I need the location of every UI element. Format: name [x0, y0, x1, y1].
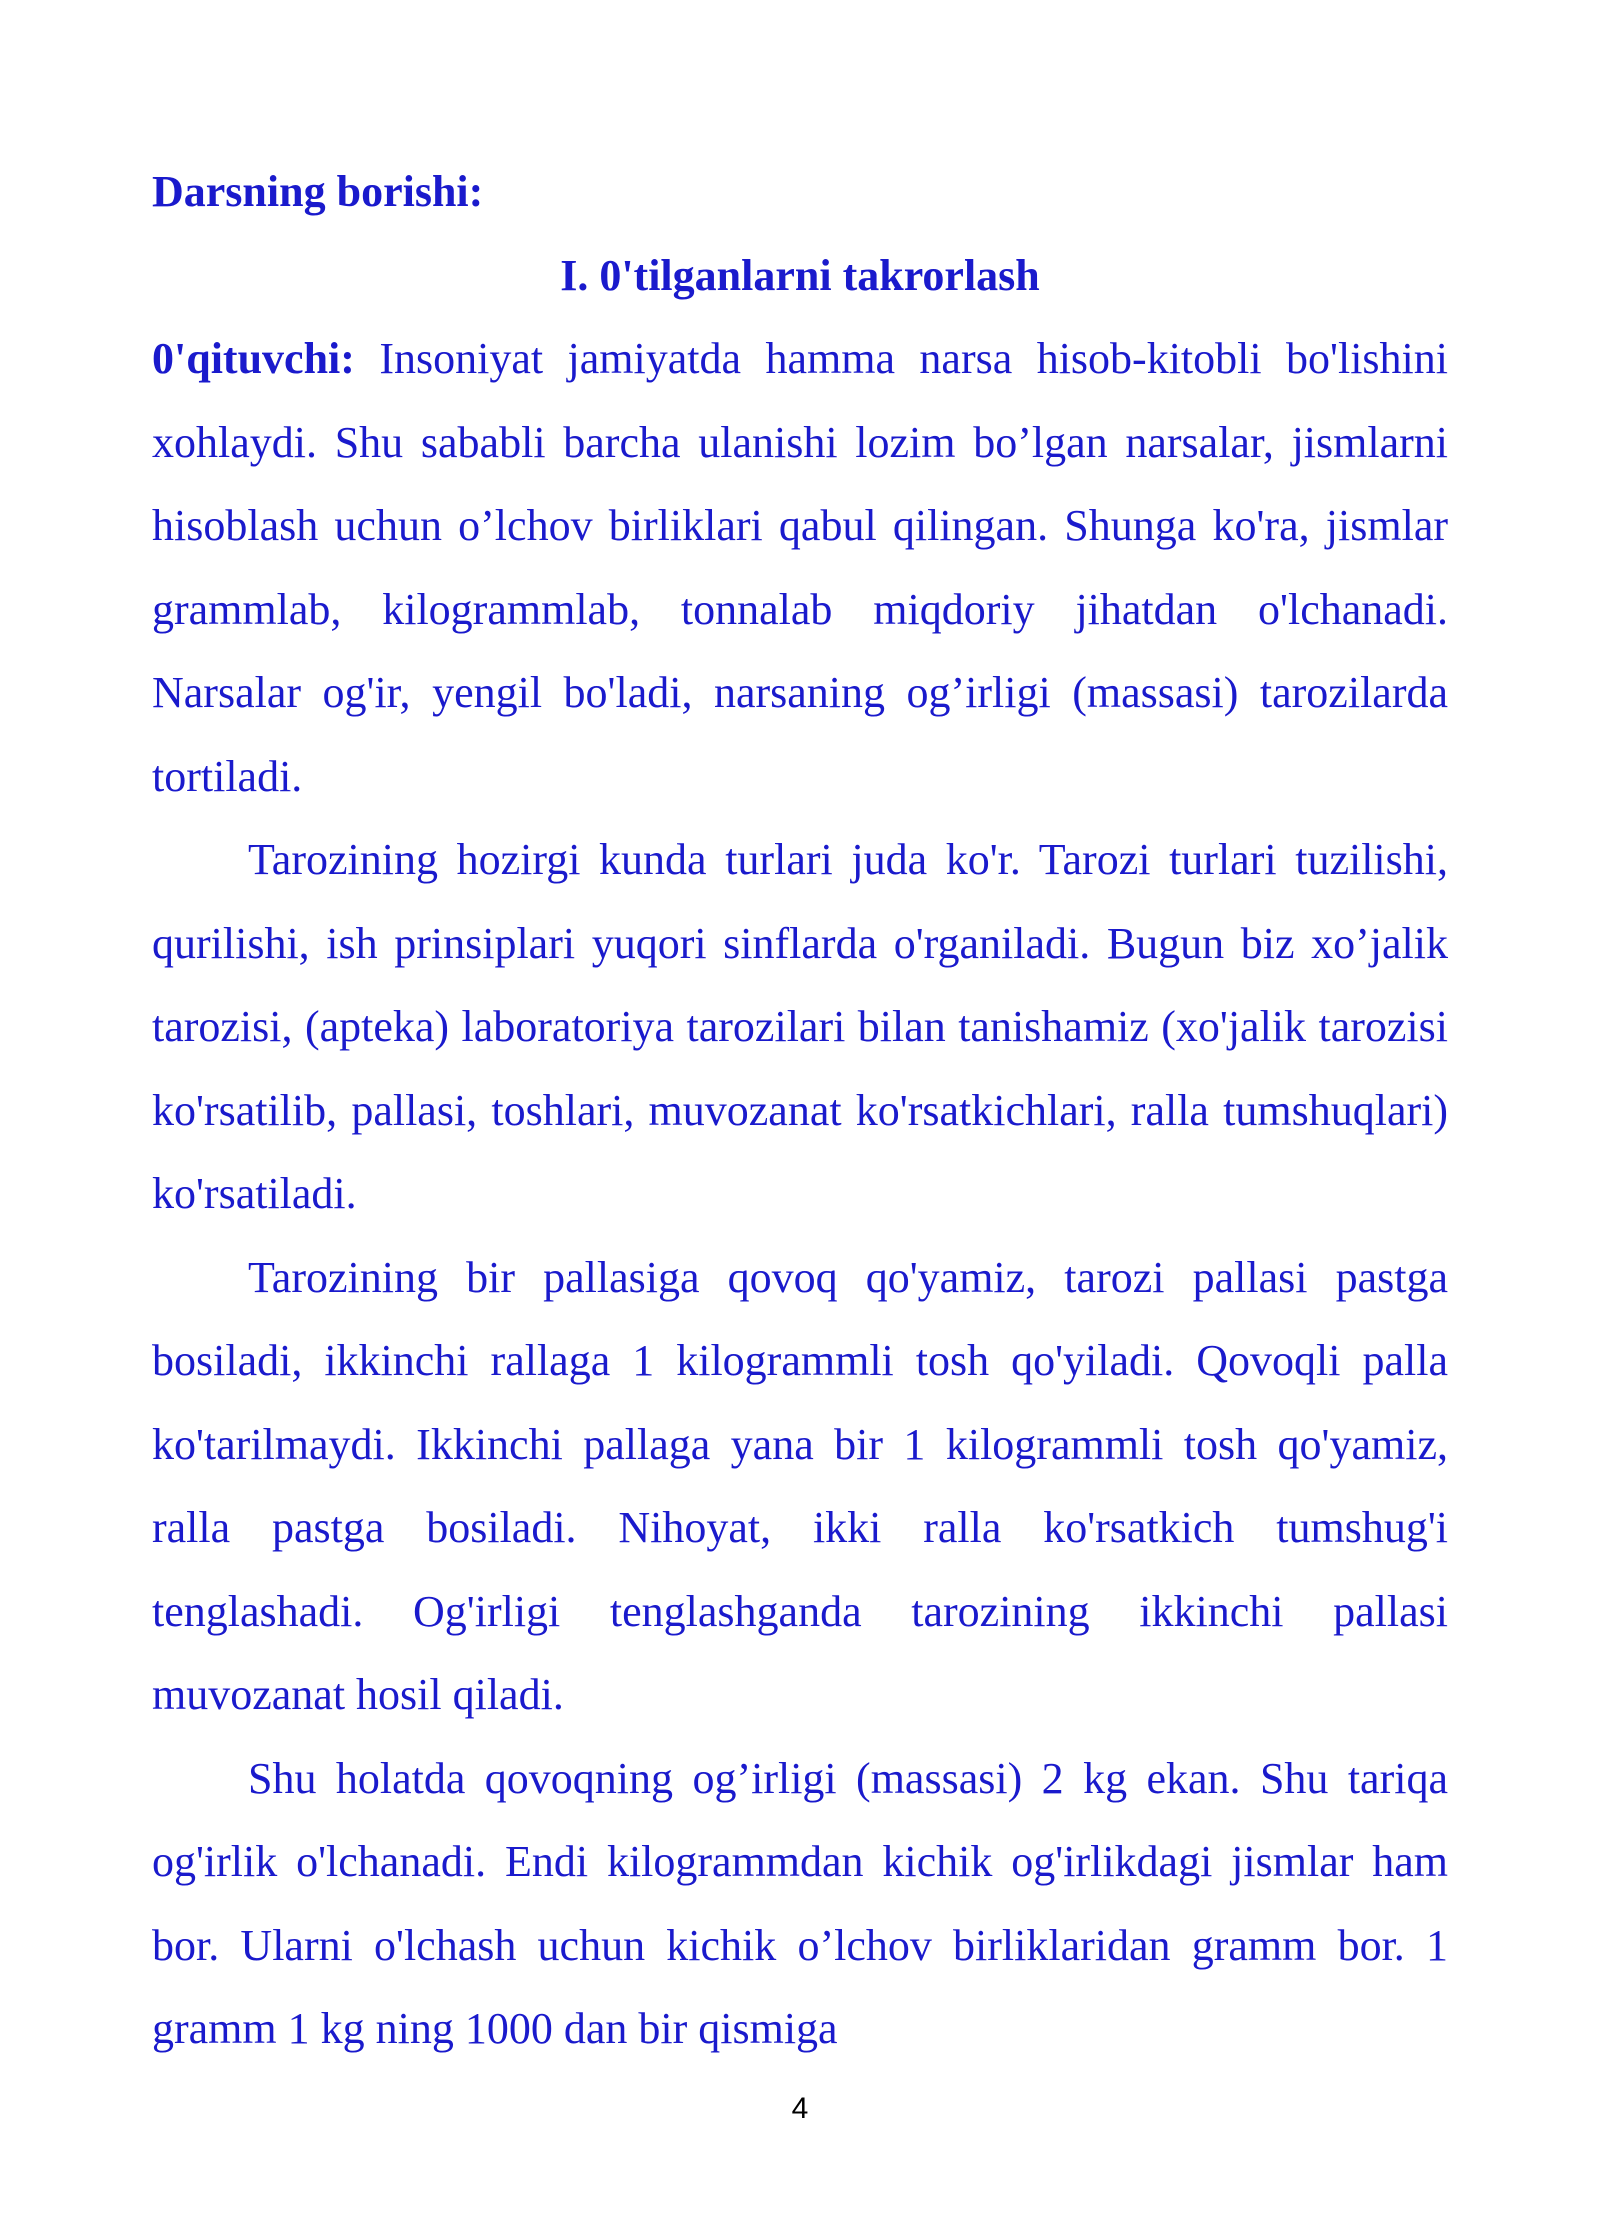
paragraph-scale-types: Tarozining hozirgi kunda turlari juda ko'r. Tarozi turlari tuzilishi, qurilishi, ish prinsiplari yuqori sinflarda o'rganiladi. Bugun biz xo’jalik tarozisi, (apteka) laboratoriya tarozilari bilan tanishamiz (xo'jalik tarozisi ko'rsatilib, pallasi, toshlari, muvozanat ko'rsatkichlari, ralla tumshuqlari) ko'rsatiladi. — [152, 835, 1448, 1218]
paragraph-weighing-pumpkin: Tarozining bir pallasiga qovoq qo'yamiz, tarozi pallasi pastga bosiladi, ikkinchi rallaga 1 kilogrammli tosh qo'yiladi. Qovoqli palla ko'tarilmaydi. Ikkinchi pallaga yana bir 1 kilogrammli tosh qo'yamiz, ralla pastga bosiladi. Nihoyat, ikki ralla ko'rsatkich tumshug'i tenglashadi. Og'irligi tenglashganda tarozining ikkinchi pallasi muvozanat hosil qiladi. — [152, 1252, 1448, 1719]
section-title: I. 0'tilganlarni takrorlash — [560, 250, 1040, 300]
intro-text: Insoniyat jamiyatda hamma narsa hisob-kitobli bo'lishini xohlaydi. Shu sababli barcha ulanishi lozim bo’lgan narsalar, jismlarni hisoblash uchun o’lchov birliklari qabul qilingan. Shunga ko'ra, jismlar grammlab, kilogrammlab, tonnalab miqdoriy jihatdan o'lchanadi. Narsalar og'ir, yengil bo'ladi, narsaning og’irligi (massasi) tarozilarda tortiladi. — [152, 334, 1448, 801]
speaker-label: 0'qituvchi: — [152, 334, 355, 383]
page-content — [152, 150, 1448, 2071]
lesson-heading: Darsning borishi: — [152, 167, 484, 216]
page-number: 4 — [791, 2092, 809, 2125]
paragraph-gram-units: Shu holatda qovoqning og’irligi (massasi) 2 kg ekan. Shu tariqa og'irlik o'lchanadi. Endi kilogrammdan kichik og'irlikdagi jismlar ham bor. Ularni o'lchash uchun kichik o’lchov birliklaridan gramm bor. 1 gramm 1 kg ning 1000 dan bir qismiga — [152, 1753, 1448, 2053]
intro-paragraph — [152, 317, 1448, 818]
